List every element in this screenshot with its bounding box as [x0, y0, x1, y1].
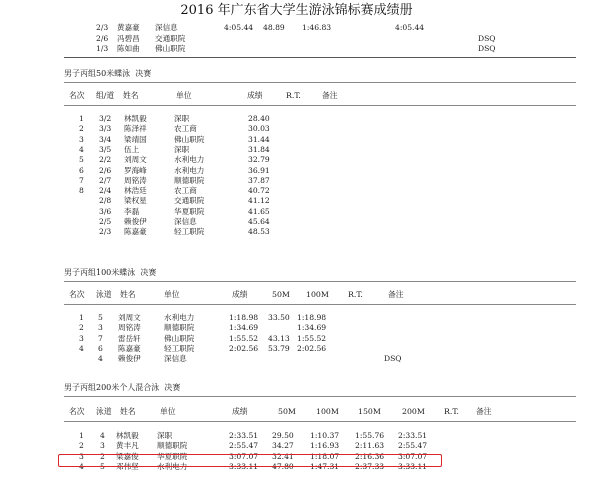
cell-unit: 轻工职院	[164, 343, 195, 353]
cell-split-50m: 29.50	[272, 431, 294, 440]
cell-lane: 6	[98, 343, 103, 353]
cell-result: 37.87	[248, 175, 270, 185]
cell-name: 梁权星	[124, 196, 147, 206]
cell-split-50m: 34.27	[272, 441, 294, 451]
cell-lane: 7	[98, 333, 103, 343]
cell-lane: 2/6	[99, 165, 112, 175]
cell-name: 黄嘉豪	[117, 23, 140, 32]
header-rule-bottom	[64, 304, 576, 305]
cell-lane: 2/8	[99, 196, 112, 206]
column-header-unit: 单位	[160, 407, 176, 416]
cell-rank: 5	[79, 155, 84, 165]
cell-unit: 华夏职院	[174, 206, 205, 216]
cell-unit: 佛山职院	[155, 44, 186, 53]
cell-unit: 佛山职院	[164, 333, 195, 343]
cell-unit: 水利电力	[174, 165, 205, 175]
cell-split-100m: 1:16.93	[310, 441, 340, 451]
cell-lane: 3/5	[99, 144, 112, 154]
cell-unit: 交通职院	[174, 196, 205, 206]
section-title-200m-im: 男子丙组200米个人混合泳 决赛	[64, 383, 181, 392]
cell-rank: 3	[79, 333, 84, 343]
cell-result: 48.53	[248, 227, 270, 237]
cell-unit: 农工商	[174, 124, 197, 134]
cell-split-100m: 1:10.37	[310, 431, 340, 440]
cell-lane: 2/6	[96, 33, 109, 43]
cell-result: 41.65	[248, 206, 270, 216]
column-header-rt: R.T.	[348, 290, 363, 299]
cell-split-150m: 1:55.76	[355, 431, 385, 440]
cell-result: 4:05.44	[224, 23, 254, 32]
header-rule-top	[64, 82, 576, 83]
cell-unit: 深信息	[164, 354, 187, 364]
cell-split-100m: 1:18.98	[297, 313, 327, 322]
cell-name: 陈嘉豪	[124, 227, 147, 237]
cell-result: 1:34.69	[229, 323, 259, 333]
cell-lane: 2/4	[99, 186, 112, 196]
cell-result: 1:18.98	[229, 313, 259, 322]
cell-result: 3:07.07	[229, 451, 259, 461]
cell-unit: 顺德职院	[174, 175, 205, 185]
header-rule-bottom	[64, 421, 576, 422]
cell-unit: 交通职院	[155, 33, 186, 43]
column-header-s2: 100M	[316, 407, 339, 416]
header-rule-top	[64, 396, 576, 397]
cell-note: DSQ	[384, 354, 402, 364]
cell-lane: 3/2	[99, 114, 112, 123]
cell-unit: 华夏职院	[157, 451, 188, 461]
cell-unit: 深信息	[174, 217, 197, 226]
cell-name: 陈嘉豪	[118, 343, 141, 353]
cell-rank: 6	[79, 165, 84, 175]
column-header-rt: R.T.	[444, 407, 459, 416]
cell-rank: 2	[79, 124, 84, 134]
cell-split-50m: 53.79	[268, 343, 290, 353]
cell-result: 41.12	[248, 196, 270, 206]
cell-split-200m: 3:33.11	[398, 462, 428, 472]
cell-split-100m: 1:55.52	[297, 333, 327, 343]
column-header-rank: 名次	[69, 407, 85, 416]
cell-result: 1:55.52	[229, 333, 259, 343]
cell-unit: 水利电力	[174, 155, 205, 165]
cell-result: 2:55.47	[229, 441, 259, 451]
column-header-s2: 100M	[306, 290, 329, 299]
cell-rank: 4	[79, 144, 84, 154]
column-header-result: 成绩	[232, 407, 248, 416]
cell-name: 李磊	[124, 206, 140, 216]
cell-unit: 顺德职院	[157, 441, 188, 451]
cell-lane: 3	[100, 441, 105, 451]
column-header-unit: 单位	[164, 290, 180, 299]
cell-result: 40.72	[248, 186, 270, 196]
cell-lane: 2/5	[99, 217, 112, 226]
cell-name: 林凯毅	[116, 431, 139, 440]
cell-lane: 4	[100, 431, 105, 440]
cell-lane: 2/7	[99, 175, 112, 185]
cell-result: 30.03	[248, 124, 270, 134]
cell-unit: 深职	[174, 144, 190, 154]
column-header-note: 备注	[322, 91, 338, 100]
cell-lane: 2/3	[99, 227, 112, 237]
column-header-s1: 50M	[272, 290, 290, 299]
column-header-rank: 名次	[69, 290, 85, 299]
column-header-unit: 单位	[176, 91, 192, 100]
cell-lane: 5	[98, 313, 103, 322]
cell-lane: 3/3	[99, 124, 112, 134]
cell-unit: 水利电力	[164, 313, 195, 322]
cell-split-150m: 2:37.33	[355, 462, 385, 472]
section-title-50m-butterfly: 男子丙组50米蝶泳 决赛	[64, 69, 152, 78]
cell-split-200m: 3:07.07	[398, 451, 428, 461]
cell-split-50m: 32.41	[272, 451, 294, 461]
cell-name: 梁嘉俊	[116, 451, 139, 461]
cell-rank: 1	[79, 313, 84, 322]
cell-result: 36.91	[248, 165, 270, 175]
cell-lane: 3	[98, 323, 103, 333]
document-title: 2016 年广东省大学生游泳锦标赛成绩册	[180, 3, 413, 18]
cell-unit: 佛山职院	[174, 134, 205, 144]
column-header-note: 备注	[476, 407, 492, 416]
cell-lane: 5	[100, 462, 105, 472]
cell-unit: 深职	[157, 431, 173, 440]
cell-name: 周铭涛	[118, 323, 141, 333]
cell-name: 邓伟坚	[116, 462, 139, 472]
cell-unit: 轻工职院	[174, 227, 205, 237]
highlight-box-row-3	[58, 451, 442, 467]
cell-unit: 深职	[174, 114, 190, 123]
cell-split-150m: 2:11.63	[355, 441, 385, 451]
column-header-lane: 组/道	[96, 91, 115, 100]
cell-lane: 2/3	[96, 23, 109, 32]
column-header-s4: 200M	[402, 407, 425, 416]
column-header-result: 成绩	[247, 91, 263, 100]
cell-name: 雷岳轩	[118, 333, 141, 343]
cell-split-50m: 43.13	[268, 333, 290, 343]
cell-name: 赖俊伊	[118, 354, 141, 364]
cell-result: 3:33.11	[229, 462, 259, 472]
cell-name: 冯碧昌	[117, 33, 140, 43]
cell-result: 31.44	[248, 134, 270, 144]
cell-result: 45.64	[248, 217, 270, 226]
cell-rank: 4	[79, 462, 84, 472]
cell-lane: 3/6	[99, 206, 112, 216]
cell-name: 陈如曲	[117, 44, 140, 53]
column-header-lane: 泳道	[96, 407, 112, 416]
column-header-rank: 名次	[69, 91, 85, 100]
cell-lane: 3/4	[99, 134, 112, 144]
cell-split-200m: 2:33.51	[398, 431, 428, 440]
column-header-name: 姓名	[123, 91, 139, 100]
section-divider-top	[64, 57, 576, 58]
header-rule-top	[64, 281, 576, 282]
column-header-note: 备注	[388, 290, 404, 299]
cell-result: 2:33.51	[229, 431, 259, 440]
cell-result: 2:02.56	[229, 343, 259, 353]
column-header-lane: 泳道	[96, 290, 112, 299]
cell-split-100m: 1:47.31	[310, 462, 340, 472]
cell-split-100m: 2:02.56	[297, 343, 327, 353]
cell-rank: 4	[79, 343, 84, 353]
cell-name: 梁靖国	[124, 134, 147, 144]
cell-name: 林浩廷	[124, 186, 147, 196]
cell-lane: 2/2	[99, 155, 112, 165]
cell-result: 28.40	[248, 114, 270, 123]
cell-split-100m: 1:18.07	[310, 451, 340, 461]
cell-unit: 水利电力	[157, 462, 188, 472]
column-header-name: 姓名	[120, 290, 136, 299]
cell-name: 罗海峰	[124, 165, 147, 175]
cell-name: 赖俊伊	[124, 217, 147, 226]
cell-name: 刘周文	[118, 313, 141, 322]
cell-rank: 8	[79, 186, 84, 196]
cell-note: DSQ	[478, 44, 496, 53]
cell-rank: 2	[79, 323, 84, 333]
cell-split-50m: 33.50	[268, 313, 290, 322]
column-header-s3: 150M	[358, 407, 381, 416]
cell-split-50m: 47.80	[272, 462, 294, 472]
cell-name: 伍上	[124, 144, 140, 154]
column-header-s1: 50M	[278, 407, 296, 416]
column-header-name: 姓名	[120, 407, 136, 416]
cell-name: 刘周文	[124, 155, 147, 165]
cell-rank: 2	[79, 441, 84, 451]
cell-rank: 1	[79, 431, 84, 440]
section-title-100m-butterfly: 男子丙组100米蝶泳 决赛	[64, 268, 157, 277]
cell-split-200m: 2:55.47	[398, 441, 428, 451]
cell-unit: 农工商	[174, 186, 197, 196]
cell-unit: 顺德职院	[164, 323, 195, 333]
cell-split-200m: 4:05.44	[395, 23, 425, 32]
cell-unit: 深信息	[155, 23, 178, 32]
cell-lane: 1/3	[96, 44, 109, 53]
cell-split-150m: 2:16.36	[355, 451, 385, 461]
cell-name: 陈泽祥	[124, 124, 147, 134]
column-header-rt: R.T.	[286, 91, 301, 100]
cell-name: 周铭涛	[124, 175, 147, 185]
cell-split-50m: 48.89	[263, 23, 285, 32]
cell-rank: 7	[79, 175, 84, 185]
cell-name: 黄丰凡	[116, 441, 139, 451]
cell-rank: 1	[79, 114, 84, 123]
cell-result: 31.84	[248, 144, 270, 154]
column-header-result: 成绩	[232, 290, 248, 299]
cell-rank: 3	[79, 451, 84, 461]
cell-rank: 3	[79, 134, 84, 144]
cell-name: 林凯毅	[124, 114, 147, 123]
cell-lane: 2	[100, 451, 105, 461]
cell-split-100m: 1:34.69	[297, 323, 327, 333]
cell-note: DSQ	[478, 33, 496, 43]
header-rule-bottom	[64, 105, 576, 106]
cell-result: 32.79	[248, 155, 270, 165]
cell-lane: 4	[98, 354, 103, 364]
cell-split-100m: 1:46.83	[302, 23, 332, 32]
